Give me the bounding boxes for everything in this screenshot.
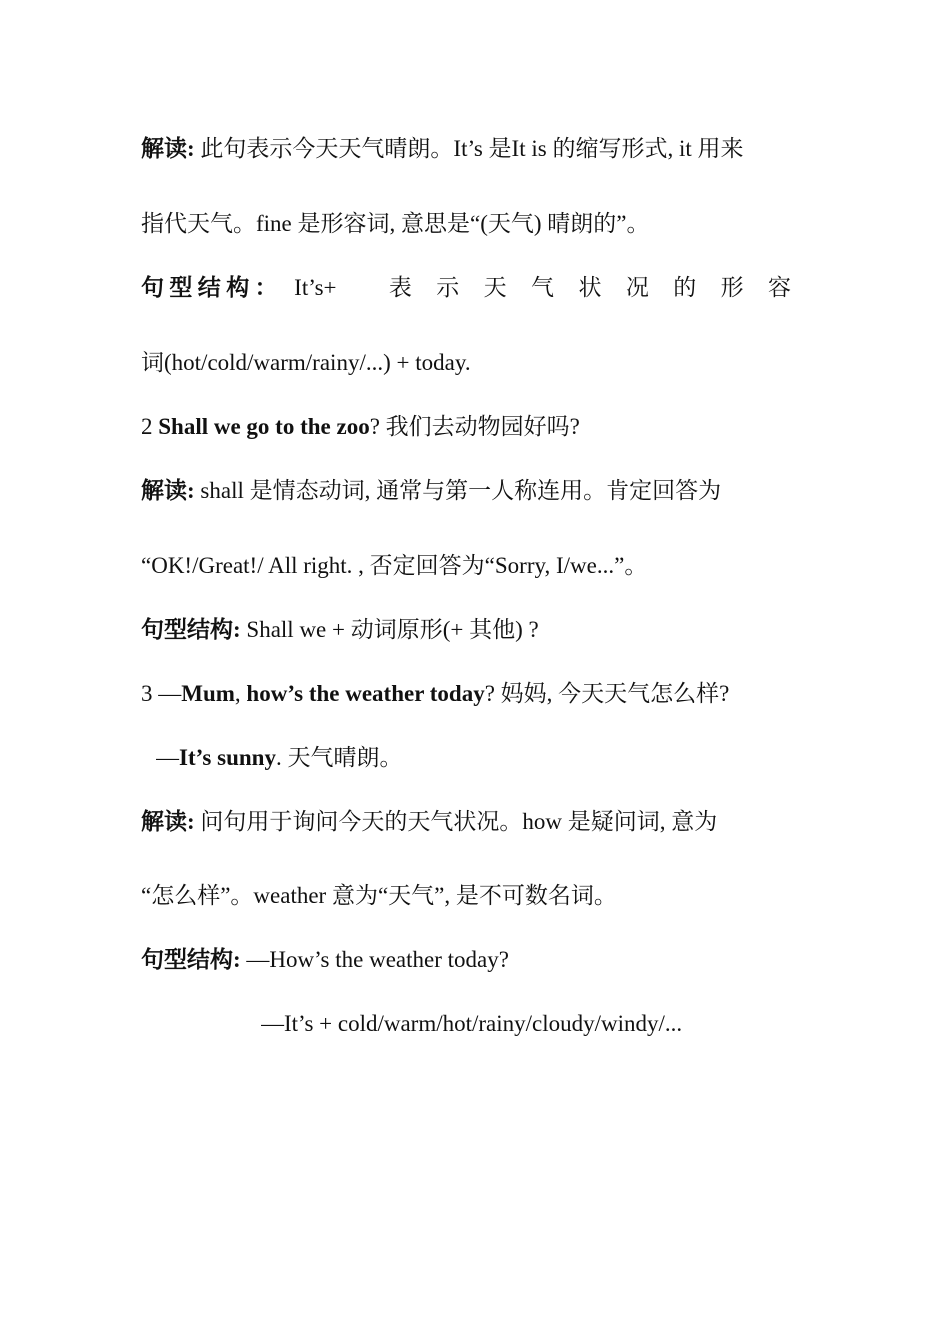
structure-label: 句型结构： — [141, 275, 283, 300]
explanation-label-3: 解读: — [141, 809, 195, 834]
explanation-text-2: shall 是情态动词, 通常与第一人称连用。肯定回答为 — [194, 478, 722, 503]
explanation-text-2-cont: “OK!/Great!/ All right. , 否定回答为“Sorry, I/we...”。 — [141, 553, 648, 578]
structure-line-1-cont — [141, 348, 810, 378]
item-3-answer-line — [156, 743, 825, 773]
item-2-sentence: Shall we go to the zoo — [158, 414, 370, 439]
item-3-bold-mum: Mum — [181, 681, 235, 706]
explanation-line-1 — [141, 134, 810, 164]
item-3-comma: , — [234, 681, 247, 706]
structure-desc: 表示天气状况的形容 — [388, 275, 810, 300]
item-3-question: how’s the weather today — [246, 681, 485, 706]
structure-text-2: Shall we + 动词原形(+ 其他) ? — [240, 617, 539, 642]
structure-text-cont: 词(hot/cold/warm/rainy/...) + today. — [141, 350, 471, 375]
structure-formula: It’s+ — [294, 275, 337, 300]
explanation-text-cont: 指代天气。fine 是形容词, 意思是“(天气) 晴朗的”。 — [141, 211, 650, 236]
item-3-line — [141, 679, 810, 709]
explanation-line-1-cont — [141, 209, 810, 239]
item-3-number: 3 — — [141, 681, 182, 706]
structure-line-2 — [141, 615, 810, 645]
explanation-label: 解读: — [141, 136, 195, 161]
explanation-line-2 — [141, 476, 810, 506]
structure-label-3: 句型结构: — [141, 947, 241, 972]
item-3-answer-translation: . 天气晴朗。 — [275, 745, 403, 770]
structure-text-3-cont: —It’s + cold/warm/hot/rainy/cloudy/windy/... — [261, 1011, 683, 1036]
explanation-line-2-cont — [141, 551, 810, 581]
structure-label-2: 句型结构: — [141, 617, 241, 642]
structure-line-1 — [141, 273, 810, 303]
item-2-translation: ? 我们去动物园好吗? — [369, 414, 580, 439]
explanation-label-2: 解读: — [141, 478, 195, 503]
structure-text-3: —How’s the weather today? — [240, 947, 509, 972]
explanation-text-3: 问句用于询问今天的天气状况。how 是疑问词, 意为 — [194, 809, 718, 834]
item-3-answer: It’s sunny — [179, 745, 276, 770]
explanation-text: 此句表示今天天气晴朗。It’s 是It is 的缩写形式, it 用来 — [194, 136, 744, 161]
structure-line-3-cont — [261, 1009, 930, 1039]
item-2-number: 2 — [141, 414, 159, 439]
explanation-text-3-cont: “怎么样”。weather 意为“天气”, 是不可数名词。 — [141, 883, 617, 908]
structure-line-3 — [141, 945, 810, 975]
item-2-line — [141, 412, 810, 442]
explanation-line-3-cont — [141, 881, 810, 911]
item-3-translation: ? 妈妈, 今天天气怎么样? — [484, 681, 730, 706]
item-3-answer-dash: — — [156, 745, 179, 770]
explanation-line-3 — [141, 807, 810, 837]
